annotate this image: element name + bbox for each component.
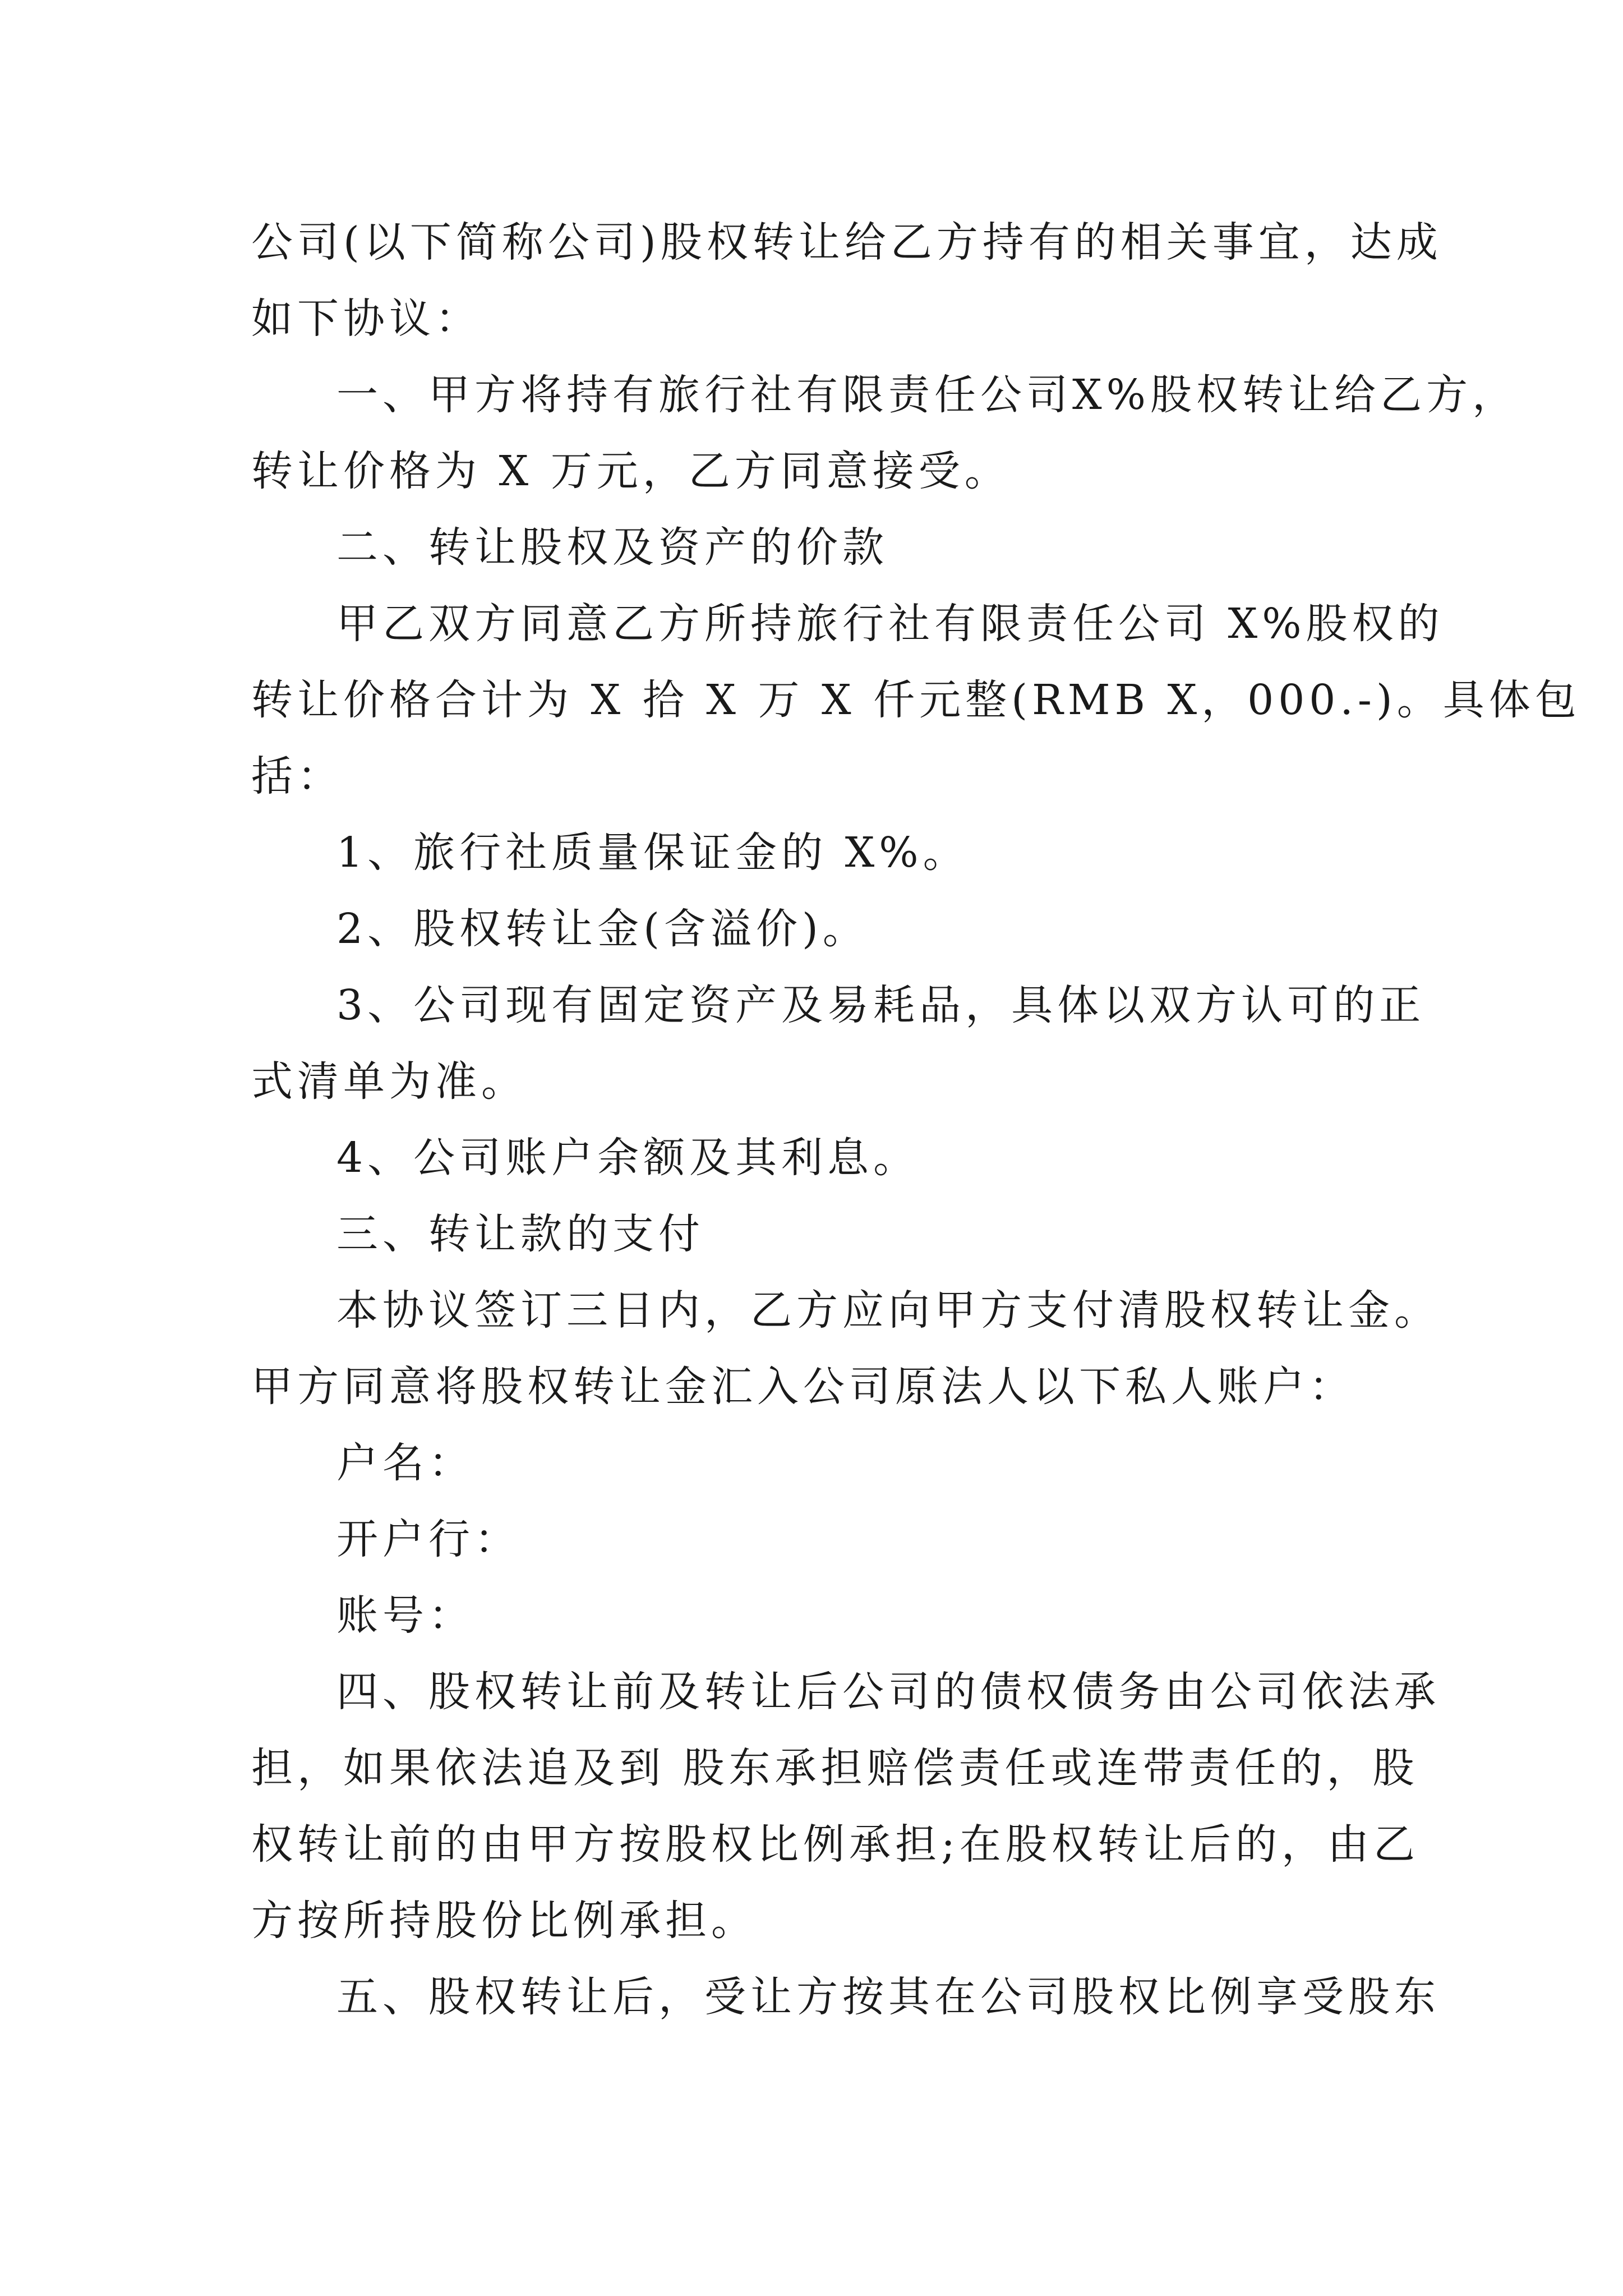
text-line: 户名： [336,1439,474,1487]
text-line: 一、甲方将持有旅行社有限责任公司X%股权转让给乙方， [336,371,1518,419]
text-line: 账号： [336,1591,474,1640]
text-line: 甲方同意将股权转让金汇入公司原法人以下私人账户： [251,1363,1355,1411]
text-line: 1、旅行社质量保证金的 X%。 [336,829,969,877]
text-line: 如下协议： [251,295,481,343]
text-line: 担，如果依法追及到 股东承担赔偿责任或连带责任的，股 [251,1744,1419,1792]
text-line: 2、股权转让金(含溢价)。 [336,905,869,953]
text-line: 转让价格为 X 万元，乙方同意接受。 [251,447,1011,495]
text-line: 四、股权转让前及转让后公司的债权债务由公司依法承 [336,1668,1440,1716]
text-line: 4、公司账户余额及其利息。 [336,1134,920,1182]
text-line: 五、股权转让后，受让方按其在公司股权比例享受股东 [336,1973,1440,2021]
text-line: 式清单为准。 [251,1057,527,1106]
text-line: 转让价格合计为 X 拾 X 万 X 仟元整(RMB X，000.-)。具体包 [251,676,1581,724]
text-line: 开户行： [336,1515,520,1563]
text-line: 本协议签订三日内，乙方应向甲方支付清股权转让金。 [336,1286,1440,1335]
text-line: 3、公司现有固定资产及易耗品，具体以双方认可的正 [336,981,1426,1029]
text-line: 公司(以下简称公司)股权转让给乙方持有的相关事宜，达成 [251,218,1442,266]
text-line: 括： [251,752,343,800]
text-line: 甲乙双方同意乙方所持旅行社有限责任公司 X%股权的 [336,600,1444,648]
text-line: 方按所持股份比例承担。 [251,1897,757,1945]
text-line: 权转让前的由甲方按股权比例承担;在股权转让后的，由乙 [251,1820,1419,1869]
text-line: 三、转让款的支付 [336,1210,704,1258]
text-line: 二、转让股权及资产的价款 [336,523,888,572]
